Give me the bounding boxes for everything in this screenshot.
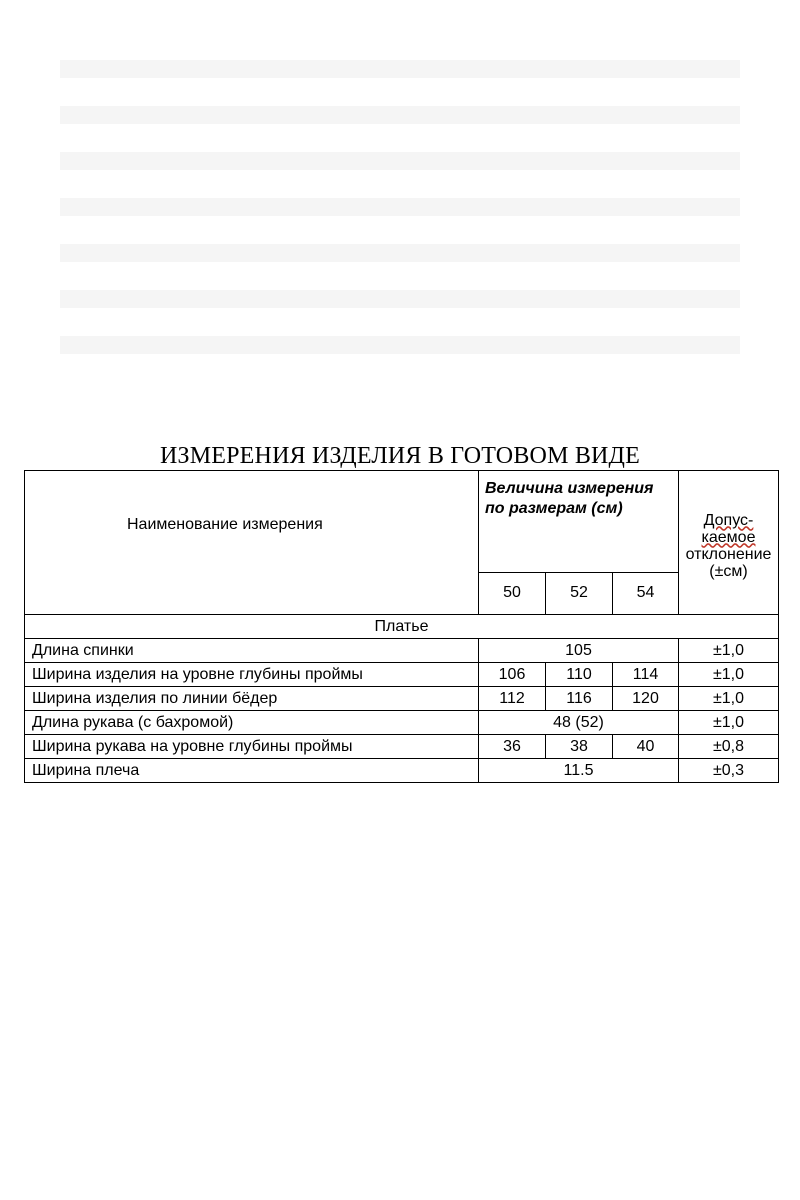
table-row <box>25 663 779 687</box>
row-tolerance: ±1,0 <box>679 711 779 735</box>
tolerance-header-line-3: отклонение <box>685 545 772 563</box>
row-value-size-54: 40 <box>613 735 679 759</box>
table-row <box>25 639 779 663</box>
size-header-52: 52 <box>546 572 613 614</box>
table-row <box>25 711 779 735</box>
row-tolerance: ±1,0 <box>679 639 779 663</box>
sizes-column-header: Величина измерения по размерам (см) <box>479 471 679 573</box>
table-row <box>25 735 779 759</box>
row-name: Длина рукава (с бахромой) <box>25 711 479 735</box>
tolerance-column-header <box>679 471 779 615</box>
row-value-size-52: 110 <box>546 663 613 687</box>
row-value-size-50: 112 <box>479 687 546 711</box>
header-row <box>25 471 779 573</box>
row-name: Ширина изделия по линии бёдер <box>25 687 479 711</box>
row-value-size-54: 120 <box>613 687 679 711</box>
row-name: Ширина плеча <box>25 759 479 783</box>
row-value-size-50: 36 <box>479 735 546 759</box>
page-title: ИЗМЕРЕНИЯ ИЗДЕЛИЯ В ГОТОВОМ ВИДЕ <box>159 443 640 469</box>
row-tolerance: ±1,0 <box>679 663 779 687</box>
size-header-50: 50 <box>479 572 546 614</box>
bleed-through-background <box>60 60 740 360</box>
row-value-size-50: 106 <box>479 663 546 687</box>
row-value-merged: 48 (52) <box>479 711 679 735</box>
row-name: Длина спинки <box>25 639 479 663</box>
row-tolerance: ±1,0 <box>679 687 779 711</box>
table-row <box>25 687 779 711</box>
tolerance-header-line-1: Допус- <box>703 511 754 529</box>
row-value-merged: 105 <box>479 639 679 663</box>
row-value-size-52: 116 <box>546 687 613 711</box>
section-row <box>25 615 779 639</box>
name-column-header: Наименование измерения <box>25 471 479 615</box>
row-tolerance: ±0,3 <box>679 759 779 783</box>
table-row <box>25 759 779 783</box>
tolerance-header-line-4: (±см) <box>709 562 748 580</box>
row-value-size-54: 114 <box>613 663 679 687</box>
row-name: Ширина изделия на уровне глубины проймы <box>25 663 479 687</box>
row-tolerance: ±0,8 <box>679 735 779 759</box>
section-label: Платье <box>25 615 779 639</box>
size-header-54: 54 <box>613 572 679 614</box>
row-value-size-52: 38 <box>546 735 613 759</box>
row-name: Ширина рукава на уровне глубины проймы <box>25 735 479 759</box>
row-value-merged: 11.5 <box>479 759 679 783</box>
tolerance-header-line-2: каемое <box>701 528 756 546</box>
measurements-table <box>24 470 779 783</box>
